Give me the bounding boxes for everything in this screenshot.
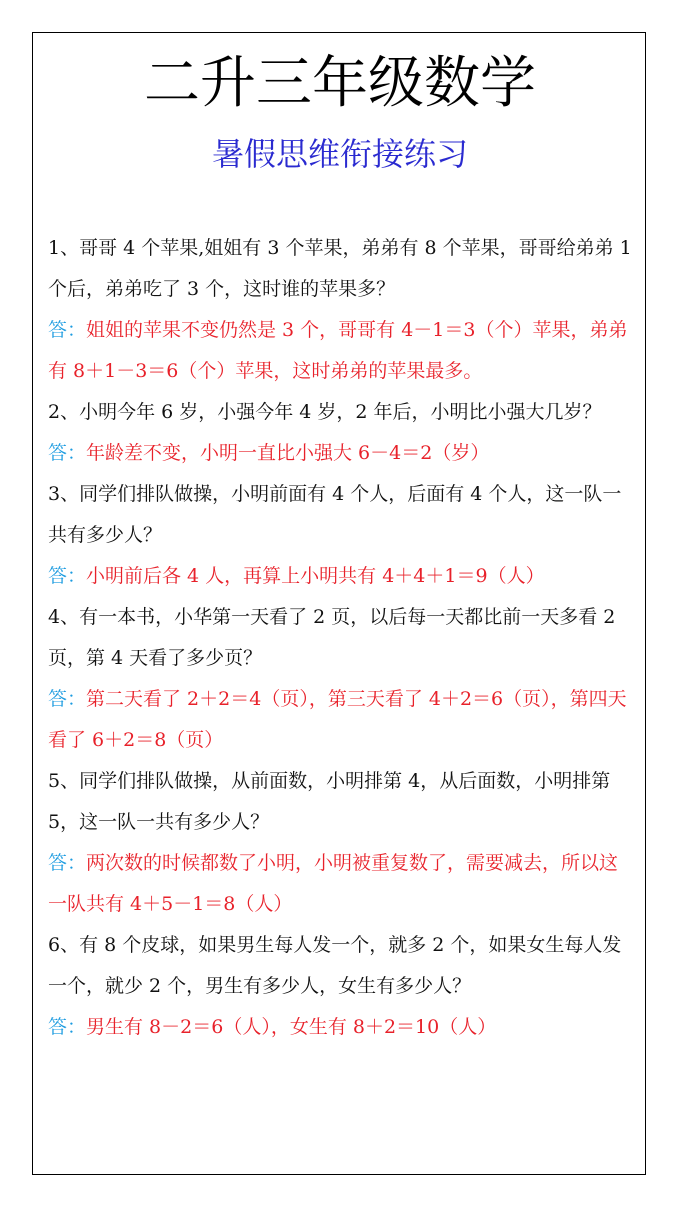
page-subtitle: 暑假思维衔接练习 — [211, 135, 468, 173]
problem-6 — [48, 925, 632, 1048]
question-text: 4、有一本书，小华第一天看了 2 页，以后每一天都比前一天多看 2 页，第 4 天看了多少页？ — [48, 606, 616, 669]
question-text: 6、有 8 个皮球，如果男生每人发一个，就多 2 个，如果女生每人发一个，就少 2 个，男生有多少人，女生有多少人？ — [48, 934, 622, 997]
answer-text — [48, 310, 632, 392]
answer-label: 答： — [48, 319, 87, 341]
answer-body: 男生有 8－2＝6（人），女生有 8＋2＝10（人） — [86, 1016, 497, 1038]
answer-text — [48, 556, 632, 597]
problem-5 — [48, 761, 632, 925]
answer-label: 答： — [48, 565, 87, 587]
answer-label: 答： — [48, 442, 87, 464]
question-text: 2、小明今年 6 岁，小强今年 4 岁，2 年后，小明比小强大几岁？ — [48, 401, 602, 423]
answer-body: 年龄差不变，小明一直比小强大 6－4＝2（岁） — [86, 442, 490, 464]
answer-text — [48, 843, 632, 925]
problem-3 — [48, 474, 632, 597]
problem-1 — [48, 228, 632, 392]
answer-label: 答： — [48, 852, 87, 874]
answer-text — [48, 1007, 632, 1048]
answer-label: 答： — [48, 688, 87, 710]
problem-2 — [48, 392, 632, 474]
answer-body: 小明前后各 4 人，再算上小明共有 4＋4＋1＝9（人） — [86, 565, 545, 587]
question-text: 5、同学们排队做操，从前面数，小明排第 4，从后面数，小明排第 5，这一队一共有多少人？ — [48, 770, 611, 833]
answer-label: 答： — [48, 1016, 87, 1038]
answer-body: 第二天看了 2＋2＝4（页），第三天看了 4＋2＝6（页），第四天看了 6＋2＝8（页） — [48, 688, 627, 751]
answer-body: 两次数的时候都数了小明，小明被重复数了，需要减去，所以这一队共有 4＋5－1＝8（人） — [48, 852, 619, 915]
problem-4 — [48, 597, 632, 761]
page-title: 二升三年级数学 — [144, 51, 536, 116]
answer-body: 姐姐的苹果不变仍然是 3 个，哥哥有 4－1＝3（个）苹果，弟弟有 8＋1－3＝6（个）苹果，这时弟弟的苹果最多。 — [48, 319, 628, 382]
answer-text — [48, 433, 632, 474]
question-text: 3、同学们排队做操，小明前面有 4 个人，后面有 4 个人，这一队一共有多少人？ — [48, 483, 622, 546]
question-text: 1、哥哥 4 个苹果,姐姐有 3 个苹果，弟弟有 8 个苹果，哥哥给弟弟 1 个后，弟弟吃了 3 个，这时谁的苹果多？ — [48, 237, 632, 300]
answer-text — [48, 679, 632, 761]
problem-list — [48, 228, 632, 1048]
